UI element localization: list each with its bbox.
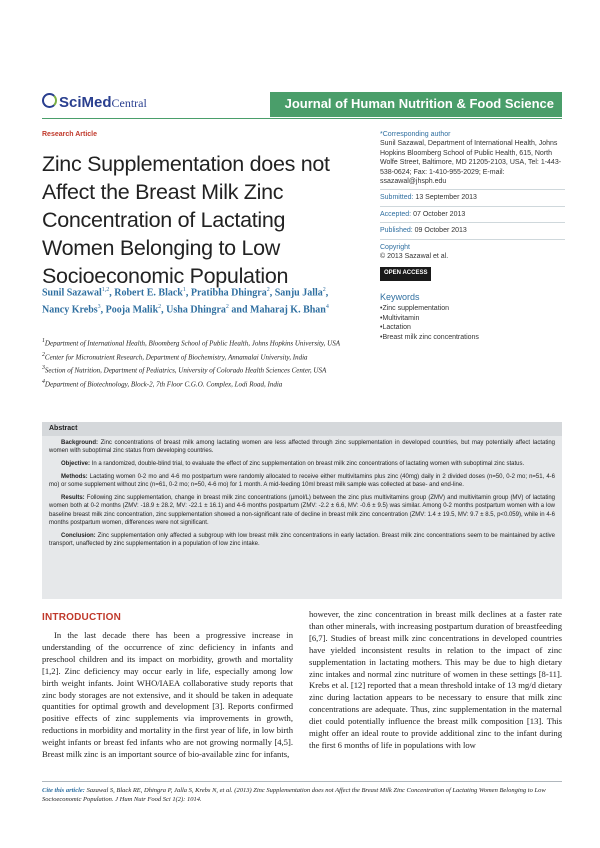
corresponding-label: *Corresponding author: [380, 131, 451, 138]
keyword-item: • Lactation: [380, 323, 565, 332]
author-separator: and: [228, 304, 251, 316]
published-row: [380, 226, 565, 235]
accepted-row: [380, 210, 565, 219]
author-name: Pratibha Dhingra: [190, 287, 267, 299]
abstract-section-label: Objective:: [61, 461, 91, 468]
abstract-section: [49, 439, 555, 456]
author-separator: ,: [325, 287, 329, 299]
affiliation-text: Department of Biotechnology, Block-2, 7th Floor C.G.O. Complex, Lodi Road, India: [44, 380, 283, 389]
abstract-section-label: Conclusion:: [61, 532, 96, 539]
author-separator: ,: [109, 287, 115, 299]
author-list: [42, 283, 342, 318]
abstract-section-text: Zinc concentrations of breast milk among lactating women are less affected through zinc supplementation in developed countries, but may potentially affect lactating women with suboptimal zinc status from developing countries.: [49, 440, 555, 455]
author-affiliation-mark: 2: [322, 287, 326, 293]
author-separator: ,: [161, 304, 167, 316]
article-info-sidebar: [380, 130, 565, 342]
sidebar-divider: [380, 222, 565, 223]
affiliation: [42, 351, 342, 363]
affiliation: [42, 337, 342, 349]
affiliation-mark: 4: [42, 378, 45, 385]
paper-title: Zinc Supplementation does not Affect the Breast Milk Zinc Concentration of Lactating Women Belonging to Low Socioeconomic Population: [42, 152, 330, 288]
abstract-section: [49, 473, 555, 490]
affiliation: [42, 364, 342, 376]
keyword-list: [380, 304, 565, 342]
author-name: Nancy Krebs: [42, 304, 98, 316]
author-affiliation-mark: 2: [225, 304, 229, 311]
abstract-body: [49, 439, 555, 553]
author-affiliation-mark: 1: [182, 287, 186, 293]
published-label: Published:: [380, 227, 413, 235]
author-separator: ,: [100, 304, 106, 316]
author-name: Maharaj K. Bhan: [250, 304, 326, 316]
abstract-heading: Abstract: [49, 425, 78, 432]
abstract-section: [49, 460, 555, 468]
author-affiliation-mark: 1,2: [101, 287, 110, 293]
abstract-section-label: Results:: [61, 494, 85, 501]
author-affiliation-mark: 2: [266, 287, 270, 293]
open-access-badge: OPEN ACCESS: [380, 267, 431, 280]
author-name: Robert E. Black: [114, 287, 183, 299]
abstract-section-text: Following zinc supplementation, change in breast milk zinc concentrations (µmol/L) between the zinc plus multivitamins group (ZMV) and multivitamin group (MV) of lactating women both at 0-2 months (ZMV: -18.9 ± 28.2, MV: -22.1 ± 16.1) and 4-6 months postpartum (ZMV: -2.2 ± 6.6, MV: -0.6 ± 9.5) was similar. Among 0-2 months postpartum women with a low baseline breast milk zinc concentration, zinc supplementation showed a non-significant rate of decline in breast milk zinc concentration (ZMV: 1.4 ± 19.5, MV: 9.7 ± 8.5, p<0.059), while in 4-6 months postpartum women, differences were not significant.: [49, 494, 555, 526]
intro-column-right: [309, 609, 562, 752]
keyword-item: • Multivitamin: [380, 314, 565, 323]
abstract-section: [49, 494, 555, 527]
author-affiliation-mark: 4: [325, 304, 329, 311]
author-affiliation-mark: 3: [97, 304, 101, 311]
sidebar-divider: [380, 239, 565, 240]
copyright-label: Copyright: [380, 243, 410, 251]
affiliation-mark: 3: [42, 365, 45, 372]
abstract-box: [42, 422, 562, 599]
author-separator: ,: [269, 287, 275, 299]
author-name: Sanju Jalla: [274, 287, 323, 299]
abstract-section-text: Lactating women 0-2 mo and 4-6 mo postpartum were randomly allocated to receive either multivitamins plus zinc (40mg) daily in 2 divided doses (n=50, 0-2 mo; n=51, 4-6 mo) or some supplement without zinc (n=61, 0-2 mo; n=50, 4-6 mo) for 1 month. A mid-feeding 10ml breast milk sample was collected at base- and end-line.: [49, 473, 555, 489]
affiliation-list: [42, 337, 342, 392]
journal-banner: [270, 92, 562, 117]
intro-column-left: [42, 630, 293, 761]
publisher-logo: [42, 93, 147, 111]
affiliation: [42, 378, 342, 390]
affiliation-text: Section of Nutrition, Department of Pediatrics, University of Colorado Health Sciences Center, USA: [44, 366, 327, 375]
sidebar-divider: [380, 189, 565, 190]
intro-paragraph-1: In the last decade there has been a progressive increase in understanding of the occurrence of zinc deficiency in infants and preschool children and its impact on morbidity, growth and mortality [1,2]. Zinc deficiency may occur early in life, especially among low birth weight infants. Joint WHO/IAEA collaborative study reports that zinc body storages are not extensive, and it should be taken in adequate quantities for optimal growth and development [3]. Reports confirmed positive effects of zinc supplements via improvements in growth, reductions in morbidity and mortality in the first year of life, in low birth weight infants or breast fed infants who are not growing normally [4,5]. Breast milk zinc is an important source of bio-available zinc for infants,: [42, 630, 293, 760]
submitted-row: [380, 193, 565, 202]
scimed-logo-icon: [42, 93, 57, 108]
author-name: Sunil Sazawal: [42, 287, 102, 299]
logo-sci: SciMed: [59, 94, 112, 111]
citation-footer: [42, 786, 562, 804]
article-type: Research Article: [42, 131, 97, 138]
affiliation-mark: 1: [42, 338, 45, 344]
abstract-section-label: Background:: [61, 440, 99, 446]
accepted-label: Accepted:: [380, 210, 412, 218]
published-date: 09 October 2013: [414, 227, 467, 235]
intro-paragraph-2: however, the zinc concentration in breast milk declines at a faster rate than other minerals, with increasing postpartum duration of breastfeeding [6,7]. Studies of breast milk zinc concentrations in developed countries have yielded inconsistent results in relation to the impact of zinc supplementation in lactating mothers. This may be due to high dietary zinc intakes and normal zinc nutriture of women in these settings [8-11]. Krebs et al. [12] reported that a mean threshold intake of 13 mg/d dietary zinc during lactation appears to be necessary to ensure that milk zinc concentrations are adequate. Thus, zinc supplementation in the maternal diet could potentially influence the breast milk composition [13]. This might offer an ideal route to provide additional zinc to the infant during the first 6 months of life in populations with low: [309, 609, 562, 750]
affiliation-mark: 2: [42, 351, 45, 358]
introduction-heading: INTRODUCTION: [42, 612, 122, 623]
abstract-section: [49, 532, 555, 549]
affiliation-text: Department of International Health, Bloomberg School of Public Health, Johns Hopkins University, USA: [44, 339, 340, 348]
corresponding-text: Sunil Sazawal, Department of International Health, Johns Hopkins Bloomberg School of Public Health, 615, North Wolfe Street, Baltimore, MD 21205-2103, USA, Tel: 1-443-538-0624; Fax: 1-410-955-2029; E-mail: ssazawal@jhsph.edu: [380, 140, 562, 186]
author-name: Usha Dhingra: [166, 304, 226, 316]
cite-text: Sazawal S, Black RE, Dhingra P, Jalla S, Krebs N, et al. (2013) Zinc Supplementation does not Affect the Breast Milk Zinc Concentration of Lactating Women Belonging to Low Socioeconomic Population. J Hum Nutr Food Sci 1(2): 1014.: [42, 787, 546, 803]
keyword-item: • Zinc supplementation: [380, 304, 565, 313]
cite-label: Cite this article:: [42, 787, 85, 794]
author-name: Pooja Malik: [105, 304, 159, 316]
author-affiliation-mark: 2: [158, 304, 162, 311]
sidebar-divider: [380, 206, 565, 207]
abstract-header: [42, 422, 562, 436]
author-separator: ,: [185, 287, 191, 299]
keyword-item: • Breast milk zinc concentrations: [380, 333, 565, 342]
footer-divider: [42, 781, 562, 782]
abstract-section-text: In a randomized, double-blind trial, to evaluate the effect of zinc supplementation on breast milk zinc concentrations of lactating women with suboptimal zinc status.: [91, 461, 525, 468]
journal-title: Journal of Human Nutrition & Food Science: [284, 96, 554, 111]
accepted-date: 07 October 2013: [413, 210, 466, 218]
submitted-date: 13 September 2013: [415, 194, 477, 202]
submitted-label: Submitted:: [380, 194, 414, 202]
abstract-section-label: Methods:: [61, 473, 88, 480]
abstract-section-text: Zinc supplementation only affected a subgroup with low breast milk zinc concentrations in early lactation. Breast milk zinc concentrations seem to be maintained by active transport, unaffected by zinc supplementation in a population of low zinc intake.: [49, 532, 555, 547]
keywords-heading: Keywords: [380, 291, 420, 302]
copyright-text: © 2013 Sazawal et al.: [380, 253, 449, 261]
header-divider: [42, 118, 562, 119]
logo-central: Central: [111, 96, 147, 110]
affiliation-text: Center for Micronutrient Research, Department of Biochemistry, Annamalai University, India: [44, 352, 308, 361]
